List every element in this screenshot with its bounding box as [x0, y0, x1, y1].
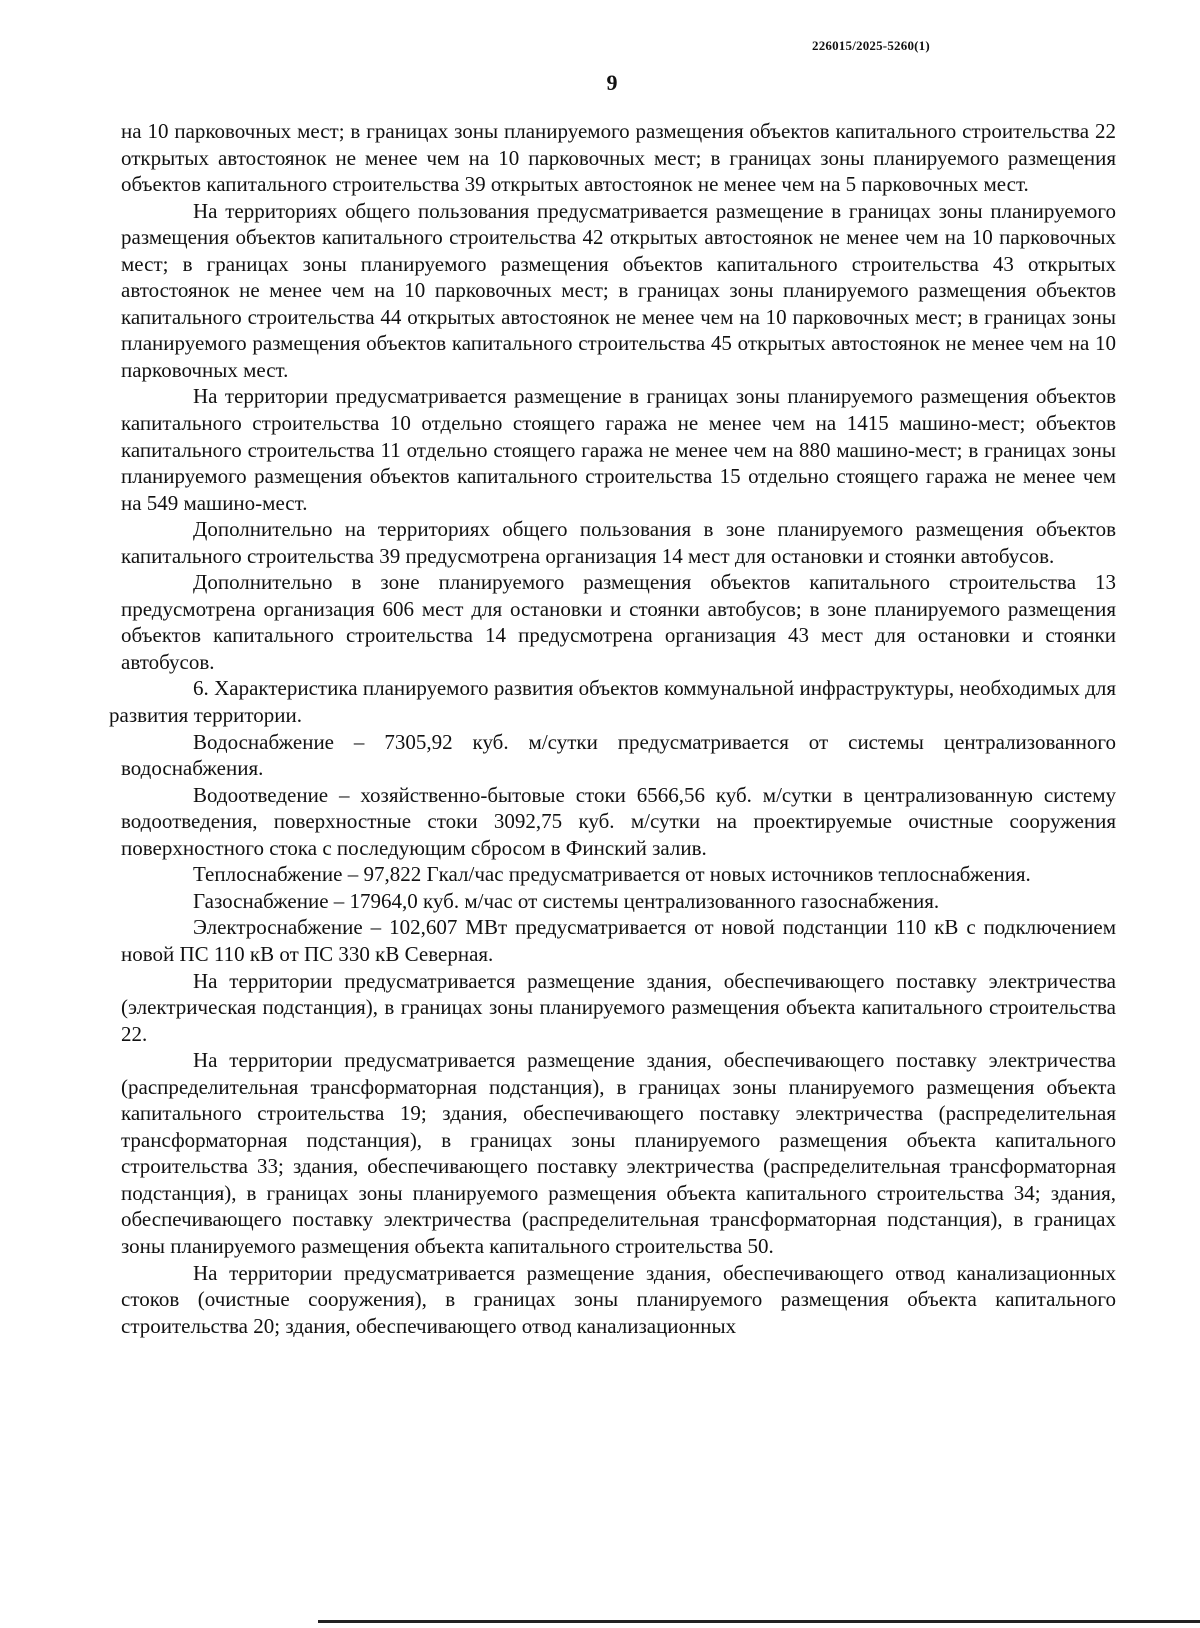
paragraph-water-supply: Водоснабжение – 7305,92 куб. м/сутки предусматривается от системы централизованного водоснабжения. — [121, 729, 1116, 781]
bottom-scan-line — [318, 1620, 1200, 1623]
paragraph-power-supply: Электроснабжение – 102,607 МВт предусматривается от новой подстанции 110 кВ с подключением новой ПС 110 кВ от ПС 330 кВ Северная. — [121, 915, 1116, 966]
paragraph-electric-substation: На территории предусматривается размещение здания, обеспечивающего поставку электричества (электрическая подстанция), в границах зоны планируемого размещения объекта капитального строительства 22. — [121, 968, 1116, 1046]
document-number: 226015/2025-5260(1) — [812, 38, 930, 53]
paragraph-bus-stops-zones: Дополнительно в зоне планируемого размещения объектов капитального строительства 13 предусмотрена организация 606 мест для остановки и стоянки автобусов; в зоне планируемого размещения объектов капитального строительства 14 предусмотрена организация 43 мест для остановки и стоянки автобусов. — [121, 570, 1116, 674]
paragraph-heat-supply: Теплоснабжение – 97,822 Гкал/час предусматривается от новых источников теплоснабжения. — [193, 862, 1031, 887]
paragraph-treatment-facilities: На территории предусматривается размещение здания, обеспечивающего отвод канализационных стоков (очистные сооружения), в границах зоны планируемого размещения объекта капитального строительства 20; здания, обеспечивающего отвод канализационных — [121, 1260, 1116, 1338]
paragraph-public-parking: На территориях общего пользования предусматривается размещение в границах зоны планируемого размещения объектов капитального строительства 42 открытых автостоянок не менее чем на 10 парковочных мест; в границах зоны планируемого размещения объектов капитального строительства 43 открытых автостоянок не менее чем на 10 парковочных мест; в границах зоны планируемого размещения объектов капитального строительства 44 открытых автостоянок не менее чем на 10 парковочных мест; в границах зоны планируемого размещения объектов капитального строительства 45 открытых автостоянок не менее чем на 10 парковочных мест. — [121, 198, 1116, 382]
section-heading-utilities: 6. Характеристика планируемого развития объектов коммунальной инфраструктуры, необходимых для развития территории. — [109, 676, 1116, 728]
paragraph-transformer-substations: На территории предусматривается размещение здания, обеспечивающего поставку электричества (распределительная трансформаторная подстанция), в границах зоны планируемого размещения объекта капитального строительства 19; здания, обеспечивающего поставку электричества (распределительная трансформаторная подстанция), в границах зоны планируемого размещения объекта капитального строительства 33; здания, обеспечивающего поставку электричества (распределительная трансформаторная подстанция), в границах зоны планируемого размещения объекта капитального строительства 34; здания, обеспечивающего поставку электричества (распределительная трансформаторная подстанция), в границах зоны планируемого размещения объекта капитального строительства 50. — [121, 1048, 1116, 1258]
paragraph-sewerage: Водоотведение – хозяйственно-бытовые стоки 6566,56 куб. м/сутки в централизованную систему водоотведения, поверхностные стоки 3092,75 куб. м/сутки на проектируемые очистные сооружения поверхностного стока с последующим сбросом в Финский залив. — [121, 782, 1116, 860]
paragraph-gas-supply: Газоснабжение – 17964,0 куб. м/час от системы централизованного газоснабжения. — [193, 888, 940, 913]
paragraph-bus-stops-public: Дополнительно на территориях общего пользования в зоне планируемого размещения объектов капитального строительства 39 предусмотрена организация 14 мест для остановки и стоянки автобусов. — [121, 517, 1116, 568]
paragraph-garages: На территории предусматривается размещение в границах зоны планируемого размещения объектов капитального строительства 10 отдельно стоящего гаража не менее чем на 1415 машино-мест; объектов капитального строительства 11 отдельно стоящего гаража не менее чем на 880 машино-мест; в границах зоны планируемого размещения объектов капитального строительства 15 отдельно стоящего гаража не менее чем на 549 машино-мест. — [121, 384, 1116, 515]
page-number: 9 — [606, 70, 618, 95]
document-body — [109, 118, 1116, 1339]
paragraph-parking-continuation: на 10 парковочных мест; в границах зоны планируемого размещения объектов капитального строительства 22 открытых автостоянок не менее чем на 10 парковочных мест; в границах зоны планируемого размещения объектов капитального строительства 39 открытых автостоянок не менее чем на 5 парковочных мест. — [121, 119, 1116, 197]
